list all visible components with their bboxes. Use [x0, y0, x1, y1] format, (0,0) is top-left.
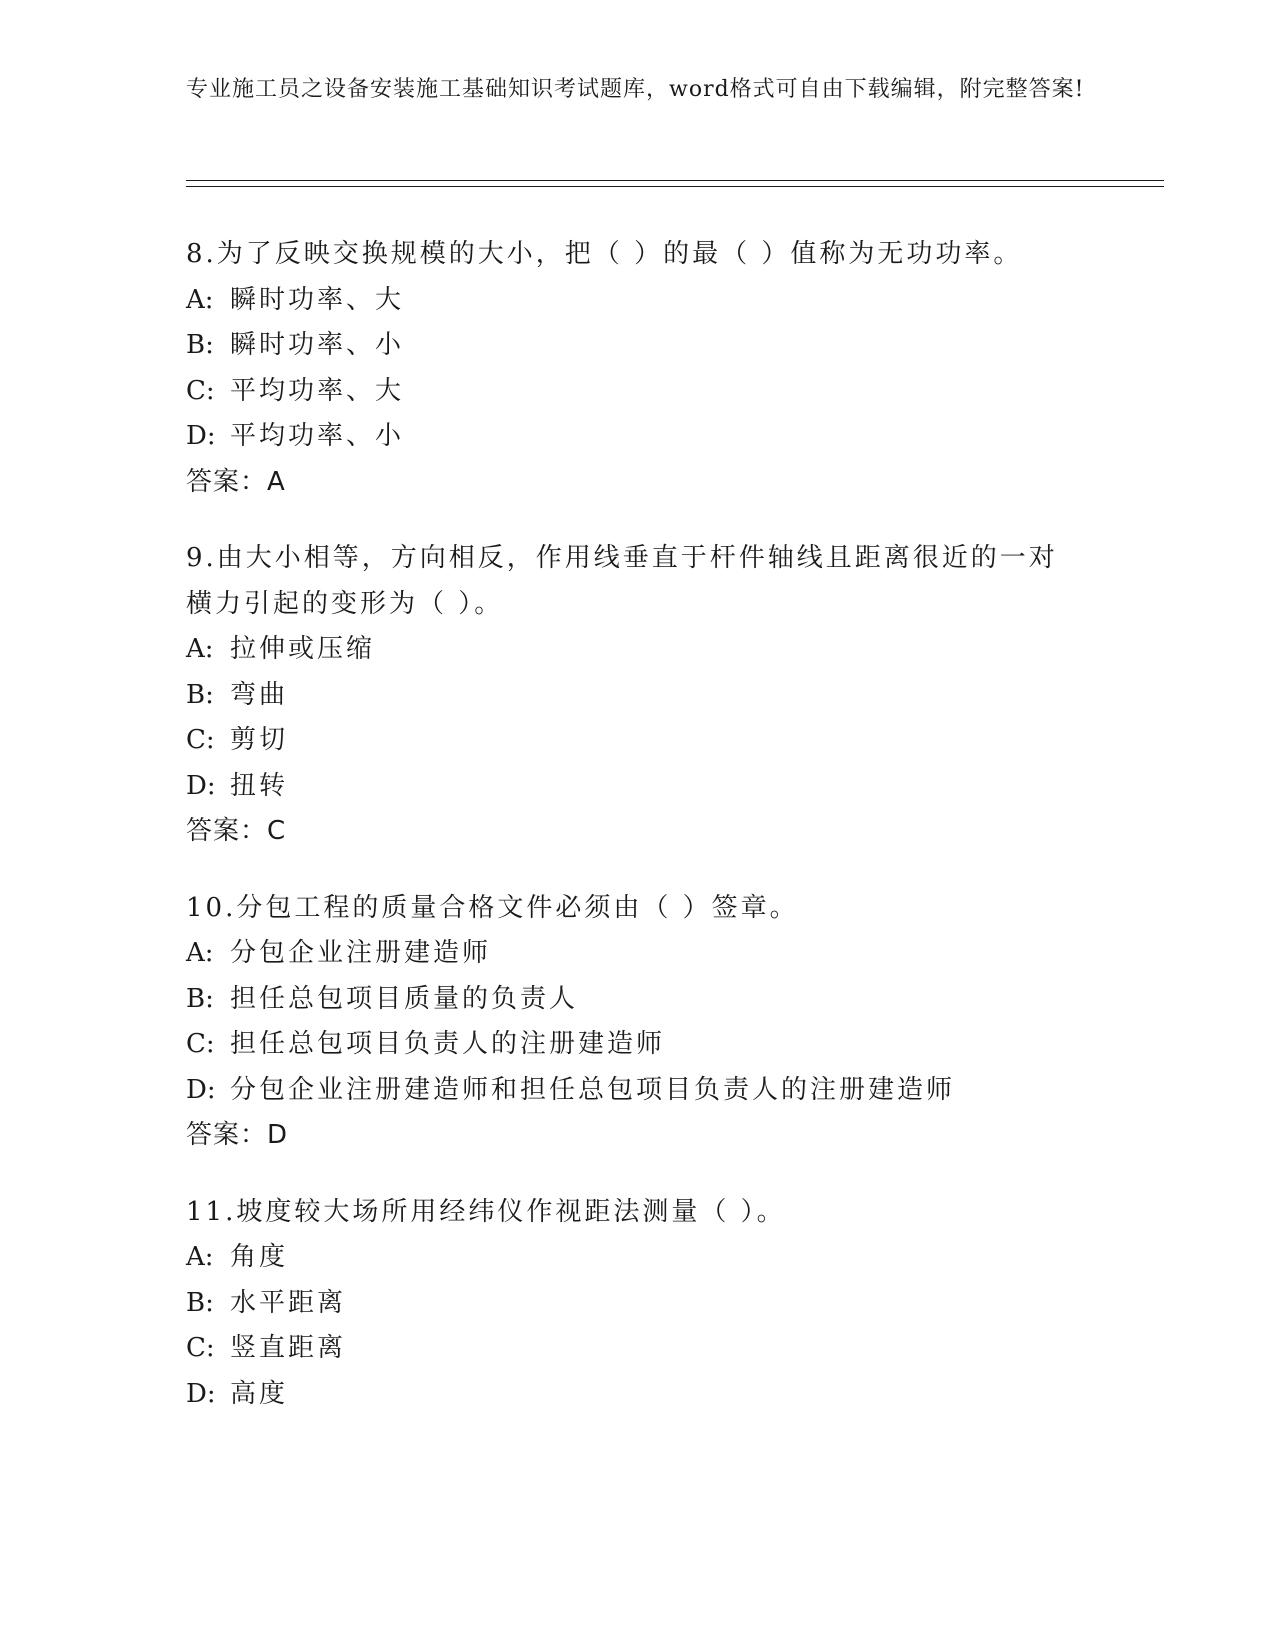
option-text: 分包企业注册建造师	[230, 938, 492, 968]
option-d	[186, 414, 1086, 460]
answer-line: 答案：A	[186, 466, 286, 497]
option-text: 剪切	[230, 725, 289, 755]
question-stem: 9.由大小相等，方向相反，作用线垂直于杆件轴线且距离很近的一对横力引起的变形为（ ）。	[186, 543, 1058, 619]
option-text: 担任总包项目负责人的注册建造师	[230, 1029, 666, 1059]
option-letter: B:	[186, 1287, 214, 1318]
option-text: 弯曲	[230, 679, 289, 710]
option-d	[186, 1068, 1086, 1114]
option-c	[186, 718, 1086, 764]
option-letter: C:	[186, 725, 215, 755]
option-d	[186, 764, 1086, 810]
option-letter: D:	[186, 1074, 216, 1105]
option-b	[186, 977, 1086, 1023]
document-header: 专业施工员之设备安装施工基础知识考试题库，word格式可自由下载编辑，附完整答案!	[186, 77, 1085, 102]
option-a	[186, 1235, 1086, 1281]
question-9	[186, 536, 1086, 855]
question-stem: 10.分包工程的质量合格文件必须由（ ）签章。	[186, 892, 799, 923]
answer-line: 答案：C	[186, 816, 287, 846]
question-stem: 8.为了反映交换规模的大小，把（ ）的最（ ）值称为无功功率。	[186, 239, 1023, 269]
option-letter: B:	[186, 679, 214, 710]
option-text: 扭转	[230, 770, 289, 801]
option-b	[186, 673, 1086, 719]
question-11	[186, 1190, 1086, 1418]
option-text: 平均功率、大	[230, 375, 405, 406]
option-text: 瞬时功率、小	[230, 330, 405, 360]
option-a	[186, 278, 1086, 324]
question-10	[186, 886, 1086, 1159]
option-letter: A:	[186, 284, 214, 315]
option-text: 分包企业注册建造师和担任总包项目负责人的注册建造师	[230, 1074, 956, 1105]
option-letter: A:	[186, 938, 214, 968]
option-letter: D:	[186, 1378, 216, 1409]
option-text: 角度	[230, 1242, 289, 1272]
option-text: 高度	[230, 1378, 289, 1409]
option-text: 竖直距离	[230, 1333, 347, 1363]
option-letter: A:	[186, 1242, 214, 1272]
option-letter: A:	[186, 634, 214, 664]
option-letter: D:	[186, 421, 216, 451]
option-text: 水平距离	[230, 1287, 347, 1318]
option-text: 担任总包项目质量的负责人	[230, 983, 579, 1014]
option-text: 拉伸或压缩	[230, 634, 376, 664]
option-letter: B:	[186, 983, 214, 1014]
option-letter: C:	[186, 1333, 215, 1363]
option-c	[186, 1326, 1086, 1372]
option-c	[186, 1022, 1086, 1068]
option-b	[186, 1281, 1086, 1327]
question-list	[186, 232, 1086, 1448]
option-a	[186, 931, 1086, 977]
option-letter: B:	[186, 330, 214, 360]
option-letter: C:	[186, 1029, 215, 1059]
option-letter: D:	[186, 770, 216, 801]
question-8	[186, 232, 1086, 505]
header-divider	[186, 180, 1164, 187]
option-b	[186, 323, 1086, 369]
option-d	[186, 1372, 1086, 1418]
option-text: 瞬时功率、大	[230, 284, 405, 315]
question-stem: 11.坡度较大场所用经纬仪作视距法测量（ ）。	[186, 1196, 786, 1227]
option-text: 平均功率、小	[230, 421, 405, 451]
option-c	[186, 369, 1086, 415]
answer-line: 答案：D	[186, 1120, 289, 1150]
option-a	[186, 627, 1086, 673]
option-letter: C:	[186, 375, 215, 406]
